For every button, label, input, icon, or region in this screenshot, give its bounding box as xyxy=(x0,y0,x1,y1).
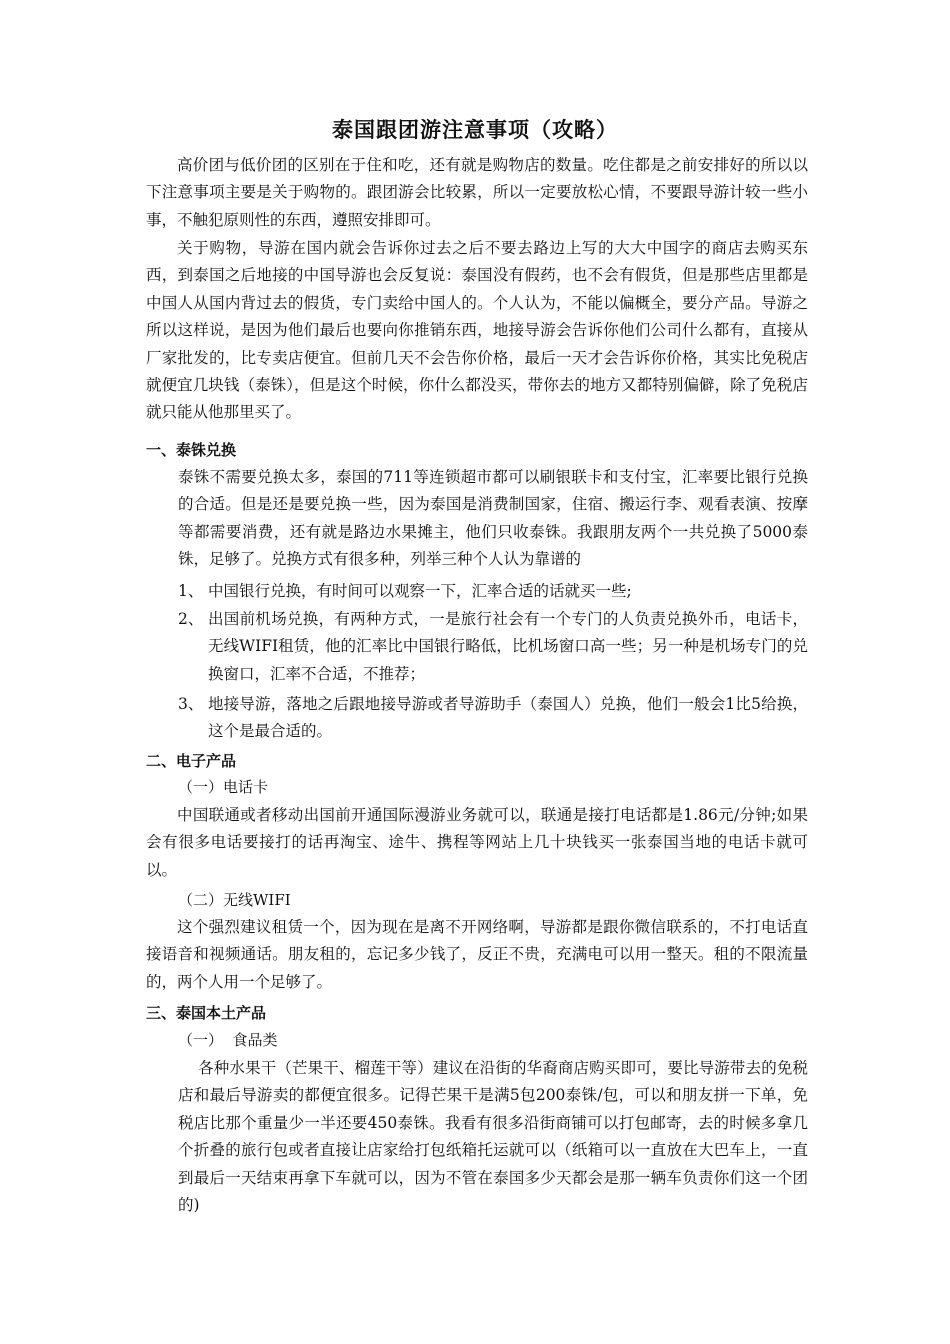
list-item-number: 3、 xyxy=(178,695,204,713)
intro-paragraph-2: 关于购物，导游在国内就会告诉你过去之后不要去路边上写的大大中国字的商店去购买东西，到泰国之后地接的中国导游也会反复说：泰国没有假药，也不会有假货，但是那些店里都是中国人从国内背过去的假货，专门卖给中国人的。个人认为，不能以偏概全，要分产品。导游之所以这样说，是因为他们最后也要向你推销东西，地接导游会告诉你他们公司什么都有，直接从厂家批发的，比专卖店便宜。但前几天不会告你价格，最后一天才会告诉你价格，其实比免税店就便宜几块钱（泰铢），但是这个时候，你什么都没买，带你去的地方又都特别偏僻，除了免税店就只能从他那里买了。 xyxy=(146,239,808,422)
list-item-number: 2、 xyxy=(178,610,204,628)
subheading-food: （一） 食品类 xyxy=(178,1031,278,1049)
food-paragraph: 各种水果干（芒果干、榴莲干等）建议在沿街的华裔商店购买即可，要比导游带去的免税店和最后导游卖的都便宜很多。记得芒果干是满5包200泰铢/包，可以和朋友拼一下单，免税店比那个重量少一半还要450泰铢。我看有很多沿街商铺可以打包邮寄，去的时候多拿几个折叠的旅行包或者直接让店家给打包纸箱托运就可以（纸箱可以一直放在大巴车上，一直到最后一天结束再拿下车就可以，因为不管在泰国多少天都会是那一辆车负责你们这一个团的) xyxy=(178,1059,808,1215)
phone-card-text: 中国联通或者移动出国前开通国际漫游业务就可以，联通是接打电话都是1.86元/分钟;如果会有很多电话要接打的话再淘宝、途牛、携程等网站上几十块钱买一张泰国当地的电话卡就可以。 xyxy=(146,806,808,879)
intro-paragraph-1: 高价团与低价团的区别在于住和吃，还有就是购物店的数量。吃住都是之前安排好的所以以下注意事项主要是关于购物的。跟团游会比较累，所以一定要放松心情，不要跟导游计较一些小事，不触犯原则性的东西，遵照安排即可。 xyxy=(146,156,808,229)
wifi-paragraph: 这个强烈建议租赁一个，因为现在是离不开网络啊，导游都是跟你微信联系的，不打电话直接语音和视频通话。朋友租的，忘记多少钱了，反正不贵，充满电可以用一整天。租的不限流量的，两个人用一个足够了。 xyxy=(146,918,808,991)
list-item-text: 出国前机场兑换，有两种方式，一是旅行社会有一个专门的人负责兑换外币，电话卡，无线WIFI租赁，他的汇率比中国银行略低，比机场窗口高一些；另一种是机场专门的兑换窗口，汇率不合适，不推荐； xyxy=(208,610,808,683)
list-item-text: 中国银行兑换，有时间可以观察一下，汇率合适的话就买一些; xyxy=(208,582,632,600)
subheading-phone-card: （一）电话卡 xyxy=(178,778,269,796)
list-item-number: 1、 xyxy=(178,582,204,600)
section-heading-electronics: 二、电子产品 xyxy=(146,752,237,770)
section-heading-local-products: 三、泰国本土产品 xyxy=(146,1004,267,1022)
list-item xyxy=(178,691,808,746)
subheading-wifi: （二）无线WIFI xyxy=(178,891,291,909)
list-item-text: 地接导游，落地之后跟地接导游或者导游助手（泰国人）兑换，他们一般会1比5给换，这个是最合适的。 xyxy=(208,695,808,741)
list-item xyxy=(178,606,808,688)
currency-paragraph xyxy=(178,464,808,574)
section-heading-currency: 一、泰铢兑换 xyxy=(146,441,237,459)
document-title: 泰国跟团游注意事项（攻略） xyxy=(332,117,618,142)
phone-card-paragraph xyxy=(146,802,808,884)
currency-paragraph-text: 泰铢不需要兑换太多，泰国的711等连锁超市都可以刷银联卡和支付宝，汇率要比银行兑换的合适。但是还是要兑换一些，因为泰国是消费制国家，住宿、搬运行李、观看表演、按摩等都需要消费，还有就是路边水果摊主，他们只收泰铢。我跟朋友两个一共兑换了5000泰铢，足够了。兑换方式有很多种，列举三种个人认为靠谱的 xyxy=(178,468,808,569)
list-item xyxy=(178,578,808,605)
